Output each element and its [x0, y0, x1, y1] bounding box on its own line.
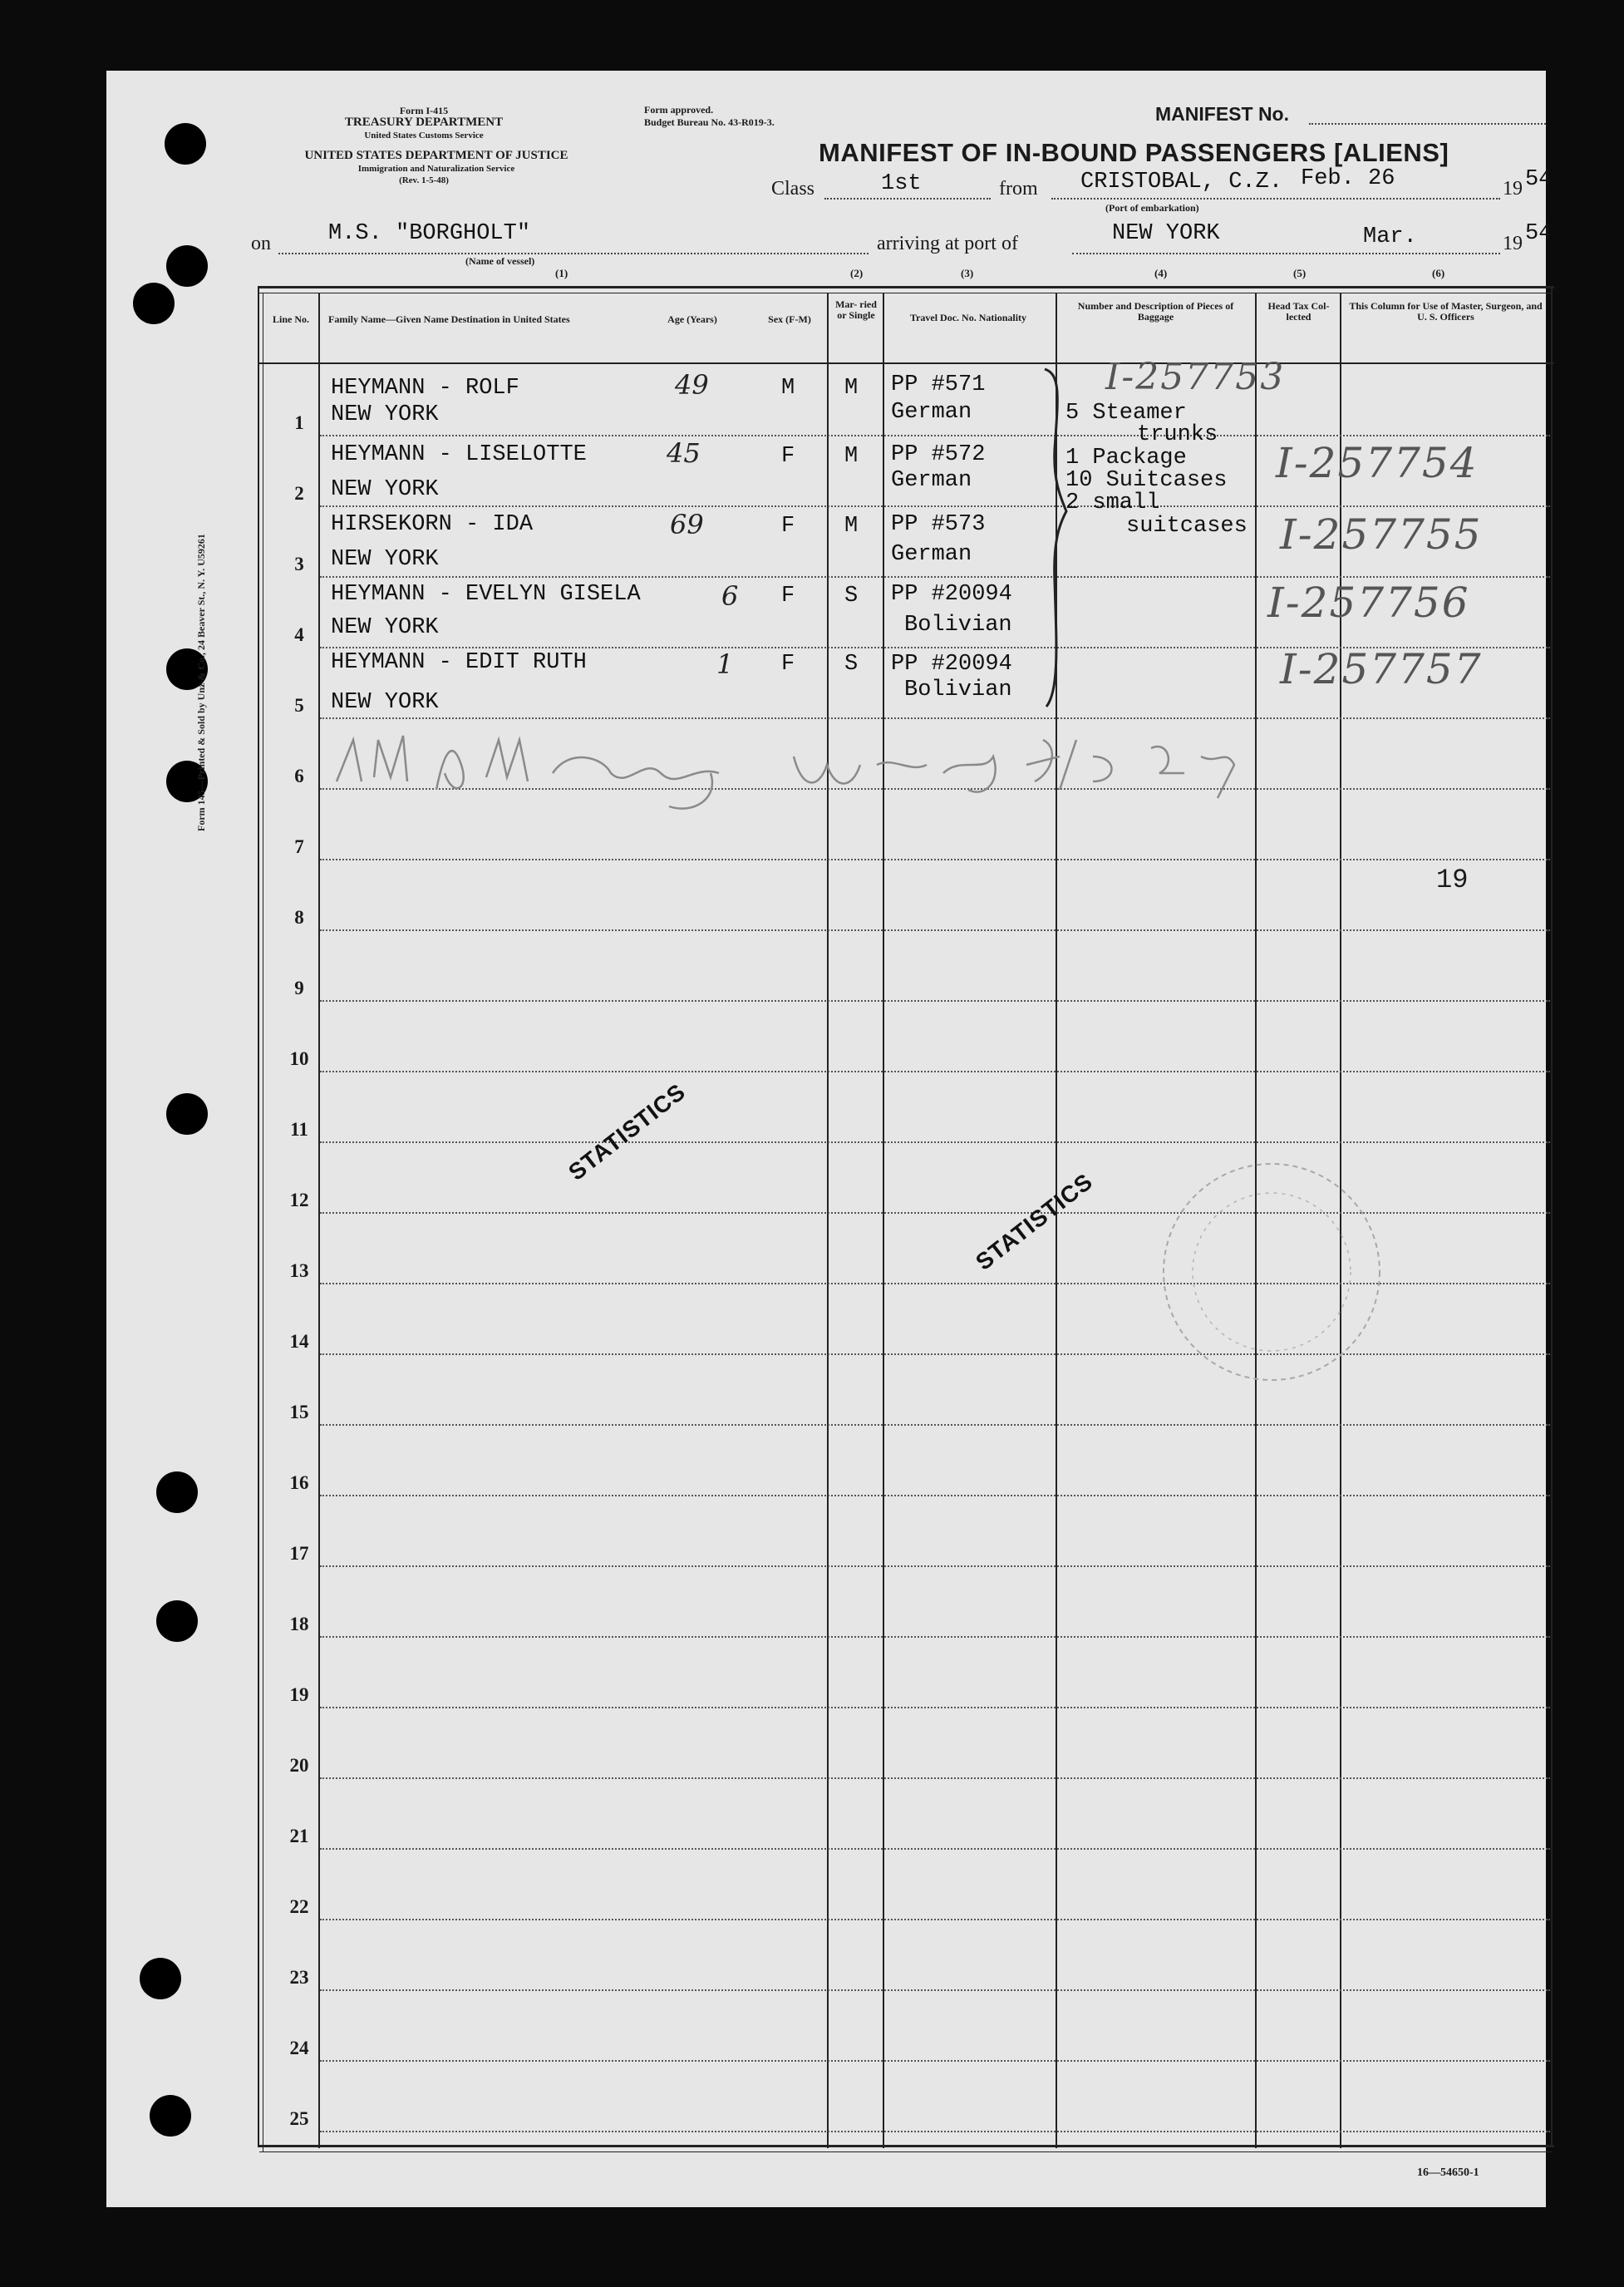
line-number: 12 [289, 1190, 309, 1210]
column-divider [258, 286, 259, 2147]
passenger-marital: M [844, 444, 859, 469]
passenger-age: 69 [670, 509, 704, 540]
on-label: on [251, 233, 271, 254]
class-value: 1st [881, 171, 922, 196]
justice-dept: UNITED STATES DEPARTMENT OF JUSTICE [304, 149, 568, 162]
header-officers: This Column for Use of Master, Surgeon, and U. S. Officers [1349, 300, 1543, 323]
line-number: 2 [294, 483, 304, 504]
passenger-name: HEYMANN - EDIT RUTH [331, 650, 587, 675]
manifest-title: MANIFEST OF IN-BOUND PASSENGERS [ALIENS] [819, 138, 1449, 167]
immigrant-id-number: I-257756 [1267, 579, 1470, 627]
header-name: Family Name—Given Name Destination in United States [328, 313, 570, 325]
header-age: Age (Years) [667, 313, 717, 325]
column-divider [827, 293, 829, 2148]
passenger-age: 45 [667, 437, 701, 469]
vessel-name: M.S. "BORGHOLT" [328, 221, 531, 246]
column-divider [1551, 286, 1553, 2147]
arriving-label: arriving at port of [877, 233, 1018, 254]
budget-bureau: Budget Bureau No. 43-R019-3. [644, 116, 775, 128]
header-sex: Sex (F-M) [768, 313, 811, 325]
arrival-port: NEW YORK [1112, 221, 1220, 246]
treasury-dept: TREASURY DEPARTMENT [344, 116, 504, 129]
passenger-marital: M [844, 376, 859, 401]
passenger-name: HEYMANN - LISELOTTE [331, 442, 587, 467]
header-married: Mar- ried or Single [835, 298, 877, 321]
arrival-year-prefix: 19 [1503, 233, 1523, 254]
arrival-year: 54 [1525, 221, 1553, 246]
nationality: German [891, 468, 972, 493]
row-rule [320, 435, 1550, 436]
travel-doc-number: PP #573 [891, 512, 986, 537]
baggage-line: 5 Steamer [1065, 401, 1187, 426]
passenger-name: HEYMANN - ROLF [331, 376, 519, 401]
table-top-border [258, 286, 1554, 288]
row-rule [320, 1424, 1550, 1426]
header-divider [258, 362, 1554, 364]
row-rule [320, 859, 1550, 860]
class-label: Class [771, 178, 815, 200]
baggage-line: suitcases [1126, 514, 1248, 539]
line-number: 24 [289, 2038, 309, 2058]
passenger-destination: NEW YORK [331, 402, 439, 427]
inspector-signature [328, 723, 1292, 823]
column-number: (1) [555, 267, 568, 279]
passenger-sex: M [781, 376, 795, 401]
line-number: 13 [289, 1260, 309, 1281]
line-number: 22 [289, 1896, 309, 1917]
passenger-destination: NEW YORK [331, 690, 439, 715]
row-rule [320, 1636, 1550, 1638]
statistics-stamp: STATISTICS [563, 1078, 691, 1185]
punch-hole [156, 1471, 198, 1513]
line-number: 9 [294, 978, 304, 998]
arrival-month: Mar. [1363, 224, 1417, 249]
seal-stamp-icon [1155, 1156, 1388, 1388]
row-rule [320, 505, 1550, 507]
printer-imprint: Form 145—Printed & Sold by Unz & Co., 24 Beaver St., N. Y. U59261 [195, 534, 207, 831]
punch-hole [156, 1600, 198, 1642]
immigrant-id-number: I-257753 [1105, 356, 1286, 398]
embarkation-year: 54 [1525, 167, 1553, 192]
arrival-underline [1072, 251, 1500, 254]
punch-hole [133, 283, 175, 324]
column-number: (2) [850, 267, 864, 279]
punch-hole [165, 123, 206, 165]
row-rule [320, 1141, 1550, 1143]
from-label: from [999, 178, 1038, 200]
class-underline [824, 196, 991, 200]
punch-hole [166, 1093, 208, 1135]
line-number: 6 [294, 766, 304, 786]
column-number: (5) [1293, 267, 1307, 279]
line-number: 16 [289, 1472, 309, 1493]
line-number: 5 [294, 695, 304, 716]
passenger-sex: F [781, 514, 795, 539]
line-number: 17 [289, 1543, 309, 1564]
row-rule [320, 1707, 1550, 1708]
form-number: Form I-415 [399, 105, 449, 116]
line-number: 14 [289, 1331, 309, 1352]
passenger-sex: F [781, 584, 795, 609]
page-number: 19 [1436, 865, 1469, 895]
travel-doc-number: PP #571 [891, 372, 986, 397]
travel-doc-number: PP #572 [891, 442, 986, 467]
travel-doc-number: PP #20094 [891, 582, 1012, 607]
customs-service: United States Customs Service [364, 131, 484, 140]
row-rule [320, 1777, 1550, 1779]
manifest-no-label: MANIFEST No. [1155, 103, 1289, 125]
baggage-line: trunks [1137, 422, 1218, 447]
immigrant-id-number: I-257757 [1280, 645, 1483, 693]
immigrant-id-number: I-257755 [1280, 510, 1483, 559]
passenger-sex: F [781, 444, 795, 469]
baggage-line: 1 Package [1065, 446, 1187, 471]
statistics-stamp: STATISTICS [971, 1168, 1098, 1275]
passenger-destination: NEW YORK [331, 615, 439, 640]
row-rule [320, 929, 1550, 931]
line-number: 1 [294, 412, 304, 433]
nationality: Bolivian [904, 678, 1012, 702]
line-number: 25 [289, 2108, 309, 2129]
header-travel-doc: Travel Doc. No. Nationality [909, 312, 1027, 323]
row-rule [320, 1565, 1550, 1567]
form-footer-code: 16—54650-1 [1417, 2166, 1479, 2179]
nationality: Bolivian [904, 613, 1012, 638]
punch-hole [166, 245, 208, 287]
row-rule [320, 1848, 1550, 1850]
manifest-no-field [1309, 121, 1546, 125]
row-rule [320, 1071, 1550, 1072]
baggage-line: 10 Suitcases [1065, 468, 1228, 493]
passenger-age: 49 [675, 369, 709, 401]
punch-hole [140, 1958, 181, 1999]
nationality: German [891, 400, 972, 425]
header-baggage: Number and Description of Pieces of Baggage [1077, 300, 1234, 323]
table-bottom-border [258, 2145, 1554, 2147]
passenger-age: 1 [716, 648, 734, 680]
line-number: 19 [289, 1684, 309, 1705]
passenger-name: HIRSEKORN - IDA [331, 512, 534, 537]
year-prefix: 19 [1503, 178, 1523, 200]
line-number: 10 [289, 1048, 309, 1069]
passenger-destination: NEW YORK [331, 547, 439, 572]
line-number: 7 [294, 836, 304, 857]
nationality: German [891, 542, 972, 567]
column-number: (6) [1432, 267, 1445, 279]
line-number: 3 [294, 554, 304, 574]
form-approved: Form approved. [644, 104, 714, 116]
line-number: 23 [289, 1967, 309, 1988]
vessel-underline [278, 251, 869, 254]
passenger-age: 6 [721, 580, 739, 612]
header-head-tax: Head Tax Col- lected [1267, 300, 1330, 323]
travel-doc-number: PP #20094 [891, 652, 1012, 677]
header-line-no: Line No. [272, 313, 309, 325]
line-number: 8 [294, 907, 304, 928]
row-rule [320, 717, 1550, 719]
passenger-destination: NEW YORK [331, 477, 439, 502]
line-number: 11 [290, 1119, 308, 1140]
column-number: (4) [1154, 267, 1168, 279]
line-number: 18 [289, 1614, 309, 1634]
line-number: 4 [294, 624, 304, 645]
passenger-marital: S [844, 584, 859, 609]
revision-date: (Rev. 1-5-48) [399, 175, 449, 185]
passenger-name: HEYMANN - EVELYN GISELA [331, 582, 641, 607]
row-rule [320, 1989, 1550, 1991]
row-rule [320, 576, 1550, 578]
line-number: 21 [289, 1826, 309, 1846]
ins-service: Immigration and Naturalization Service [357, 164, 515, 174]
embarkation-port: CRISTOBAL, C.Z. [1080, 170, 1283, 195]
baggage-line: 2 small [1065, 490, 1160, 515]
passenger-marital: S [844, 652, 859, 677]
row-rule [320, 1495, 1550, 1496]
embarkation-date: Feb. 26 [1301, 166, 1395, 191]
column-divider [883, 293, 884, 2148]
passenger-marital: M [844, 514, 859, 539]
line-number: 20 [289, 1755, 309, 1776]
port-caption: (Port of embarkation) [1105, 202, 1199, 214]
row-rule [320, 2060, 1550, 2062]
line-number: 15 [289, 1402, 309, 1422]
vessel-caption: (Name of vessel) [465, 255, 535, 267]
immigrant-id-number: I-257754 [1276, 439, 1479, 487]
column-number: (3) [961, 267, 974, 279]
table-bottom-border [259, 2151, 1553, 2152]
row-rule [320, 2131, 1550, 2132]
row-rule [320, 1000, 1550, 1002]
punch-hole [150, 2095, 191, 2137]
from-underline [1051, 196, 1500, 200]
passenger-sex: F [781, 652, 795, 677]
row-rule [320, 1919, 1550, 1920]
